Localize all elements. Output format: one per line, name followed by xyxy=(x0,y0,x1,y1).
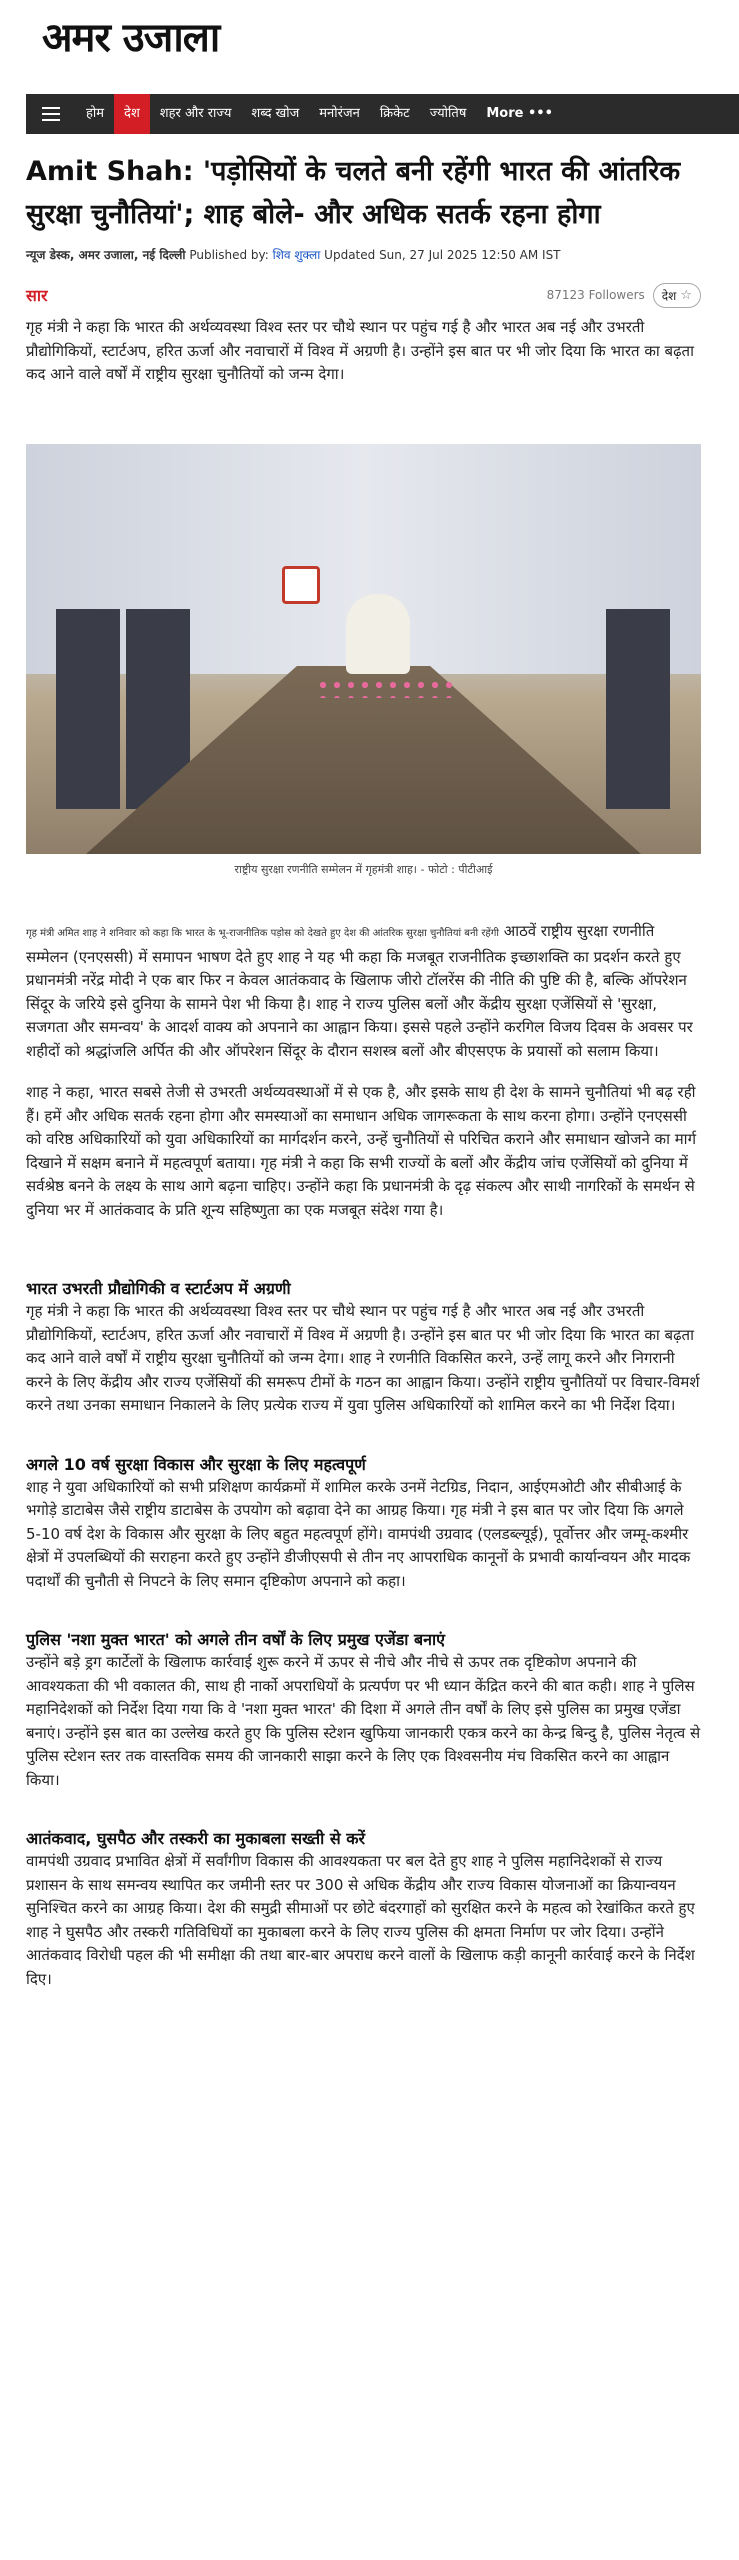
article-image xyxy=(26,444,701,854)
lead-paragraph: गृह मंत्री ने कहा कि भारत की अर्थव्यवस्था विश्व स्तर पर चौथे स्थान पर पहुंच गई है और भारत अब नई और उभरती प्रौद्योगिकियों, स्टार्टअप, हरित ऊर्जा और नवाचारों में विश्व में अग्रणी है। उन्होंने इस बात पर भी जोर दिया कि भारत का बढ़ता कद आने वाले वर्षों में राष्ट्रीय सुरक्षा चुनौतियों को जन्म देगा। xyxy=(26,318,694,383)
updated-time: Updated Sun, 27 Jul 2025 12:50 AM IST xyxy=(324,248,561,262)
section-body: गृह मंत्री ने कहा कि भारत की अर्थव्यवस्था विश्व स्तर पर चौथे स्थान पर पहुंच गई है और भारत अब नई और उभरती प्रौद्योगिकियों, स्टार्टअप, हरित ऊर्जा और नवाचारों में विश्व में अग्रणी है। उन्होंने इस बात पर भी जोर दिया कि भारत का बढ़ता कद आने वाले वर्षों में राष्ट्रीय सुरक्षा चुनौतियों को जन्म देगा। शाह ने रणनीति विकसित करने, उन्हें लागू करने और निगरानी करने के लिए केंद्रीय और राज्य एजेंसियों की समरूप टीमों के गठन का आह्वान किया। उन्होंने राष्ट्रीय चुनौतियों पर विचार-विमर्श करने तथा उनका समाधान निकालने के लिए प्रत्येक राज्य में युवा पुलिस अधिकारियों को शामिल करने का भी निर्देश दिया। xyxy=(26,1302,700,1414)
section-body: शाह ने युवा अधिकारियों को सभी प्रशिक्षण कार्यक्रमों में शामिल करके उनमें नेटग्रिड, निदान, आईएमओटी और सीबीआई के भगोड़े डाटाबेस जैसे राष्ट्रीय डाटाबेस के उपयोग को बढ़ावा देने का आग्रह किया। गृह मंत्री ने इस बात पर जोर दिया कि अगले 5-10 वर्ष देश के विकास और सुरक्षा के लिए बहुत महत्वपूर्ण होंगे। वामपंथी उग्रवाद (एलडब्ल्यूई), पूर्वोत्तर और जम्मू-कश्मीर क्षेत्रों में उपलब्धियों की सराहना करते हुए उन्होंने डीजीएसपी से तीन नए आपराधिक कानूनों के प्रभावी कार्यान्वयन और मादक पदार्थों की चुनौती से निपटने के लिए समान दृष्टिकोण अपनाने को कहा। xyxy=(26,1477,691,1590)
para1-text: आठवें राष्ट्रीय सुरक्षा रणनीति सम्मेलन (एनएससी) में समापन भाषण देते हुए शाह ने यह भी कहा कि मजबूत राजनीतिक इच्छाशक्ति का प्रदर्शन करते हुए प्रधानमंत्री नरेंद्र मोदी ने एक बार फिर न केवल आतंकवाद के खिलाफ जीरो टॉलरेंस की नीति की पुष्टि की है, बल्कि ऑपरेशन सिंदूर के जरिये इसे दुनिया के सामने पेश भी किया है। शाह ने राज्य पुलिस बलों और केंद्रीय सुरक्षा एजेंसियों से 'सुरक्षा, सजगता और समन्वय' के आदर्श वाक्य को अपनाने का आह्वान किया। इससे पहले उन्होंने करगिल विजय दिवस के अवसर पर शहीदों को श्रद्धांजलि अर्पित की और ऑपरेशन सिंदूर के दौरान सशस्त्र बलों और बीएसएफ के प्रयासों को सलाम किया। xyxy=(26,922,693,1060)
followers-count: 87123 Followers xyxy=(546,288,645,302)
section-heading: अगले 10 वर्ष सुरक्षा विकास और सुरक्षा के लिए महत्वपूर्ण xyxy=(26,1454,366,1474)
menu-icon[interactable] xyxy=(26,94,76,134)
nav-item-desh[interactable]: देश xyxy=(114,94,150,134)
section-heading: पुलिस 'नशा मुक्त भारत' को अगले तीन वर्षों के लिए प्रमुख एजेंडा बनाएं xyxy=(26,1630,446,1649)
section-body: वामपंथी उग्रवाद प्रभावित क्षेत्रों में सर्वांगीण विकास की आवश्यकता पर बल देते हुए शाह ने पुलिस महानिदेशकों से राज्य प्रशासन के साथ समन्वय स्थापित कर जमीनी स्तर पर 300 से अधिक केंद्रीय और राज्य विकास योजनाओं का क्रियान्वयन सुनिश्चित करने का आग्रह किया। देश की समुद्री सीमाओं पर छोटे बंदरगाहों को सुरक्षित करने के महत्व को रेखांकित करते हुए शाह ने घुसपैठ और तस्करी गतिविधियों का मुकाबला करने के लिए राज्य पुलिस की क्षमता निर्माण पर जोर दिया। उन्होंने आतंकवाद विरोधी पहल की भी समीक्षा की तथा बार-बार अपराध करने वालों के खिलाफ कड़ी कानूनी कार्रवाई करने के निर्देश दिए। xyxy=(26,1852,695,1988)
nav-item-entertainment[interactable]: मनोरंजन xyxy=(319,106,360,121)
nav-item-city-state[interactable]: शहर और राज्य xyxy=(159,106,232,121)
author-link[interactable]: शिव शुक्ला xyxy=(272,248,321,262)
section-heading: भारत उभरती प्रौद्योगिकी व स्टार्टअप में अग्रणी xyxy=(26,1279,291,1298)
nav-item-cricket[interactable]: क्रिकेट xyxy=(379,106,410,121)
byline-source: न्यूज डेस्क, अमर उजाला, नई दिल्ली xyxy=(26,248,186,262)
follow-button[interactable] xyxy=(653,283,701,308)
published-by-label: Published by: xyxy=(189,248,269,262)
emblem-icon xyxy=(282,566,320,604)
follow-button-label: देश xyxy=(661,288,677,303)
brand-logo[interactable]: अमर उजाला xyxy=(42,14,220,61)
nav-item-home[interactable]: होम xyxy=(86,106,105,121)
section-body: उन्होंने बड़े ड्रग कार्टेलों के खिलाफ कार्रवाई शुरू करने में ऊपर से नीचे और नीचे से ऊपर तक दृष्टिकोण अपनाने की आवश्यकता की भी वकालत की, साथ ही नार्को अपराधियों के प्रत्यर्पण पर भी ध्यान केंद्रित करने की बात कही। शाह ने पुलिस महानिदेशकों को निर्देश दिया गया कि वे 'नशा मुक्त भारत' की दिशा में अगले तीन वर्षों के लिए इसे पुलिस का प्रमुख एजेंडा बनाएं। उन्होंने इस बात का उल्लेख करते हुए कि पुलिस स्टेशन खुफिया जानकारी एकत्र करने का केन्द्र बिन्दु है, पुलिस नेतृत्व से पुलिस स्टेशन स्तर तक वास्तविक समय की जानकारी साझा करने के लिए एक विश्वसनीय मंच विकसित करने का आह्वान किया। xyxy=(26,1653,701,1789)
section-heading: आतंकवाद, घुसपैठ और तस्करी का मुकाबला सख्ती से करें xyxy=(26,1829,366,1848)
summary-row xyxy=(26,280,701,310)
section-1 xyxy=(26,1278,701,1418)
nav-item-astrology[interactable]: ज्योतिष xyxy=(429,106,467,121)
section-4 xyxy=(26,1828,701,1991)
logo-bar xyxy=(0,0,739,90)
section-2 xyxy=(26,1454,701,1594)
follow-area xyxy=(547,283,701,308)
article xyxy=(26,150,701,1991)
main-nav xyxy=(26,94,739,134)
byline xyxy=(26,246,701,264)
section-3 xyxy=(26,1629,701,1792)
nav-more-button[interactable]: More ••• xyxy=(486,106,553,121)
intro-small-text: गृह मंत्री अमित शाह ने शनिवार को कहा कि भारत के भू-राजनीतिक पड़ोस को देखते हुए देश की आंतरिक सुरक्षा चुनौतियां बनी रहेंगी xyxy=(26,928,499,939)
star-icon: ☆ xyxy=(680,287,692,303)
para2: शाह ने कहा, भारत सबसे तेजी से उभरती अर्थव्यवस्थाओं में से एक है, और इसके साथ ही देश के सामने चुनौतियां भी बढ़ रही हैं। हमें और अधिक सतर्क रहना होगा और समस्याओं का समाधान अधिक जागरूकता के साथ करना होगा। उन्होंने एनएससी को वरिष्ठ अधिकारियों को युवा अधिकारियों का मार्गदर्शन करने, उन्हें चुनौतियों से परिचित कराने और समाधान खोजने का मार्ग दिखाने में सक्षम बनाने में महत्वपूर्ण बताया। गृह मंत्री ने कहा कि सभी राज्यों के बलों और केंद्रीय जांच एजेंसियों को दुनिया में सर्वश्रेष्ठ बनने के लक्ष्य के साथ आगे बढ़ना चाहिए। उन्होंने कहा कि प्रधानमंत्री के दृढ़ संकल्प और साथी नागरिकों के समर्थन से दुनिया भर में आतंकवाद के प्रति शून्य सहिष्णुता का एक मजबूत संदेश गया है। xyxy=(26,1083,697,1219)
image-caption: राष्ट्रीय सुरक्षा रणनीति सम्मेलन में गृहमंत्री शाह। - फोटो : पीटीआई xyxy=(234,863,493,876)
summary-label: सार xyxy=(26,286,48,305)
intro-paragraph xyxy=(26,920,701,1063)
article-title: Amit Shah: 'पड़ोसियों के चलते बनी रहेंगी भारत की आंतरिक सुरक्षा चुनौतियां'; शाह बोले- और अधिक सतर्क रहना होगा xyxy=(26,156,681,230)
nav-item-word-search[interactable]: शब्द खोज xyxy=(251,106,300,121)
